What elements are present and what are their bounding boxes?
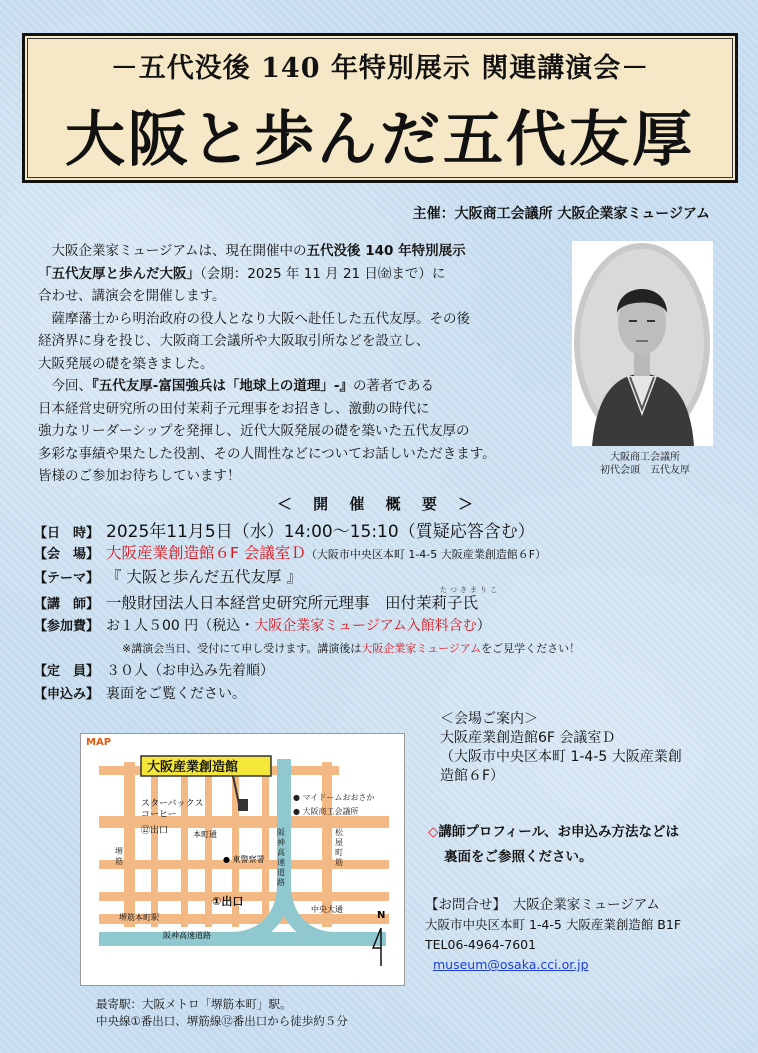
map-chuo-odori: 中央大通 — [311, 905, 343, 914]
map-mydome: ● マイドームおおさか — [293, 793, 375, 802]
nearest-station: 最寄駅：大阪メトロ「堺筋本町」駅。 中央線①番出口、堺筋線⑫番出口から徒歩約５分 — [96, 997, 348, 1028]
email-link[interactable]: museum@osaka.cci.or.jp — [433, 957, 589, 972]
speaker-ruby: たつきまりこ — [440, 586, 500, 594]
contact-info: 【お問合せ】 大阪企業家ミュージアム 大阪市中央区本町 1-4-5 大阪産業創造館 B1F TEL06-4964-7601 museum@osaka.cci.or.jp — [425, 897, 682, 972]
detail-apply: 【申込み】 裏面をご覧ください。 — [34, 686, 246, 702]
map-hanshin-h: 阪神高速道路 — [163, 931, 211, 940]
intro-text: 大阪企業家ミュージアムは、現在開催中の五代没後 140 年特別展示 「五代友厚と歩んだ大阪」（会期：2025 年 11 月 21 日㈮まで）に 合わせ、講演会を開催します。 薩摩藩士から明治政府の役人となり大阪へ赴任した五代友厚。その後 経済界に身を投じ、大阪商工会議所や大阪取引所などを設立し、 大阪発展の礎を築きました。 今回、『五代友厚-富国強兵は「地球上の道理」-』の著者である 日本経営史研究所の田付茉莉子元理事をお招きし、激動の時代に 強力なリーダーシップを発揮し、近代大阪発展の礎を築いた五代友厚の 多彩な事績や果たした役割、その人間性などについてお話しいただきます。 皆様のご参加お待ちしています！ — [38, 243, 496, 484]
organizer: 主催：大阪商工会議所 大阪企業家ミュージアム — [412, 206, 710, 222]
overview-heading: ＜ 開 催 概 要 ＞ — [276, 495, 482, 513]
map-building-label: 大阪産業創造館 — [147, 760, 239, 775]
fee-note: ※講演会当日、受付にて申し受けます。講演後は大阪企業家ミュージアムをご見学ください！ — [122, 642, 581, 655]
portrait-caption: 大阪商工会議所 初代会頭 五代友厚 — [600, 452, 690, 476]
access-map — [80, 733, 405, 986]
map-north: N — [377, 910, 386, 921]
detail-fee: 【参加費】 お１人５00 円（税込・大阪企業家ミュージアム入館料含む） — [34, 618, 491, 634]
profile-notice: ◇講師プロフィール、お申込み方法などは 裏面をご参照ください。 — [428, 824, 679, 865]
map-starbucks-2: コーヒー — [141, 810, 177, 820]
header-box — [22, 33, 738, 183]
detail-date: 【日 時】 2025年11月5日（水）14:00～15:10（質疑応答含む） — [34, 522, 535, 542]
map-starbucks-1: スターバックス — [141, 799, 204, 809]
map-chamber: ● 大阪商工会議所 — [293, 807, 359, 816]
map-exit-1: ①出口 — [212, 895, 244, 908]
map-label: MAP — [86, 737, 112, 748]
map-matsuya: 松屋町筋 — [335, 828, 343, 867]
portrait-illustration — [572, 241, 713, 446]
detail-theme: 【テーマ】 『 大阪と歩んだ五代友厚 』 — [34, 568, 302, 586]
map-hanshin-v: 阪神高速道路 — [277, 828, 285, 887]
map-illustration — [81, 734, 404, 985]
map-station: 堺筋本町駅 — [119, 913, 159, 922]
map-honmachi-dori: 本町通 — [193, 830, 217, 839]
map-exit-12: ⑫出口 — [141, 826, 169, 836]
detail-capacity: 【定 員】 ３０人（お申込み先着順） — [34, 663, 274, 679]
detail-venue: 【会 場】 大阪産業創造館６F 会議室Ｄ（大阪市中央区本町 1-4-5 大阪産業創造館６F） — [34, 544, 547, 562]
venue-guide: ＜会場ご案内＞ 大阪産業創造館6F 会議室Ｄ （大阪市中央区本町 1-4-5 大阪産業創 造館６F） — [440, 711, 682, 784]
page-title: 大阪と歩んだ五代友厚 — [65, 105, 695, 175]
portrait-image — [572, 241, 713, 446]
map-sakaisuji: 堺筋 — [115, 847, 123, 866]
header-subtitle: －五代没後 140 年特別展示 関連講演会－ — [110, 53, 650, 84]
detail-speaker: 【講 師】 一般財団法人日本経営史研究所元理事 田付茉莉子氏 — [34, 594, 479, 612]
map-police: ● 東警察署 — [223, 855, 265, 864]
diamond-icon: ◇ — [428, 824, 439, 840]
